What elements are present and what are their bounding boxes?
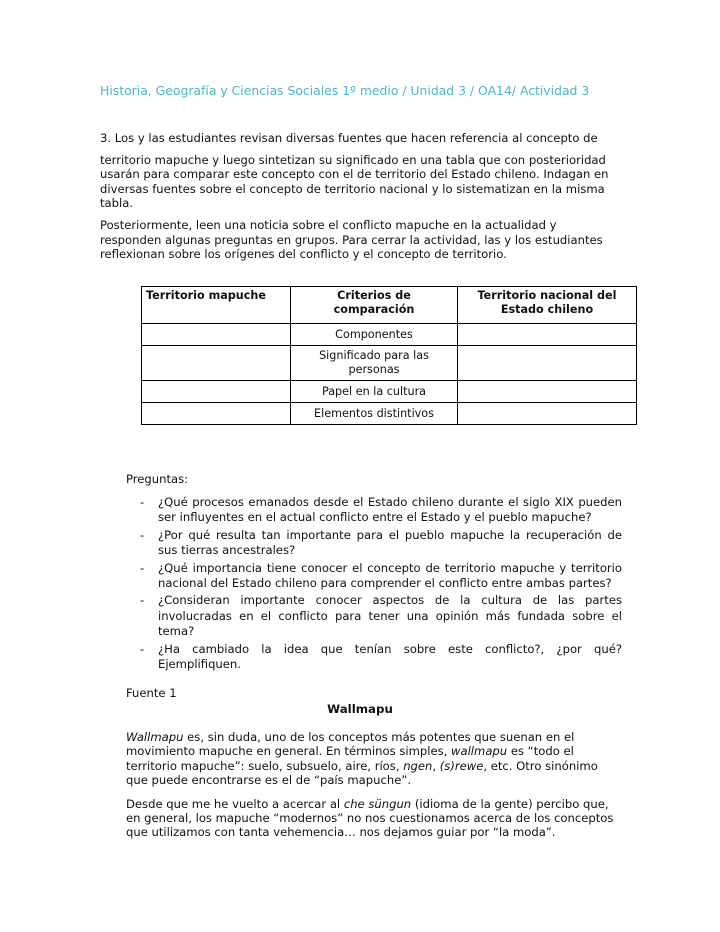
- dash-bullet-icon: -: [140, 527, 145, 542]
- questions-list: [140, 495, 622, 674]
- list-item: [140, 528, 622, 559]
- table-row: [142, 381, 637, 403]
- source-title: Wallmapu: [327, 702, 393, 716]
- list-item: [140, 561, 622, 592]
- header-criterios: Criterios de comparación: [291, 287, 458, 324]
- intro-paragraph-1: territorio mapuche y luego sintetizan su significado en una tabla que con posterioridad usarán para comparar este concepto con el de territorio del Estado chileno. Indagan en diversas fuentes sobre el concepto de territorio nacional y lo sistematizan en la misma tabla.: [100, 152, 609, 211]
- dash-bullet-icon: -: [140, 560, 145, 575]
- comparison-table: [141, 286, 637, 425]
- intro-paragraph-2: Posteriormente, leen una noticia sobre el conflicto mapuche en la actualidad y responden algunas preguntas en grupos. Para cerrar la actividad, las y los estudiantes reflexionan sobre los orígenes del conflicto y el concepto de territorio.: [100, 217, 603, 262]
- question-text: ¿Qué procesos emanados desde el Estado chileno durante el siglo XIX pueden ser influyentes en el actual conflicto entre el Estado y el pueblo mapuche?: [158, 495, 622, 525]
- criterion-cell: Elementos distintivos: [291, 403, 458, 425]
- dash-bullet-icon: -: [140, 641, 145, 656]
- term-wallmapu: wallmapu: [451, 744, 508, 759]
- table-cell-empty: [142, 403, 291, 425]
- activity-description: [100, 131, 620, 262]
- table-cell-empty: [458, 346, 637, 381]
- term-che-sungun: che süngun: [343, 796, 412, 811]
- table-row: [142, 324, 637, 346]
- list-item: [140, 642, 622, 673]
- table-row: [142, 346, 637, 381]
- list-item: [140, 495, 622, 526]
- criterion-cell: Significado para las personas: [291, 346, 458, 381]
- dash-bullet-icon: -: [140, 593, 145, 608]
- table-cell-empty: [142, 346, 291, 381]
- table-row: [142, 403, 637, 425]
- document-header: Historia, Geografía y Ciencias Sociales 1º medio / Unidad 3 / OA14/ Actividad 3: [100, 83, 590, 98]
- source-text: [126, 730, 620, 849]
- header-territorio-mapuche: Territorio mapuche: [142, 287, 291, 324]
- source-text-segment: ,: [432, 758, 440, 773]
- term-srewe: (s)rewe: [439, 758, 484, 773]
- question-text: ¿Consideran importante conocer aspectos de la cultura de las partes involucradas en el conflicto para tener una opinión más fundada sobre el tema?: [158, 593, 622, 639]
- source-text-segment: es, sin duda, uno de los conceptos más potentes que suenan en el movimiento mapuche en general. En términos simples,: [126, 730, 575, 759]
- source-text-segment: , etc. Otro sinónimo que puede encontrarse es el de “país mapuche”.: [126, 758, 598, 788]
- table-cell-empty: [458, 403, 637, 425]
- list-item: [140, 593, 622, 639]
- questions-title: Preguntas:: [126, 472, 189, 486]
- question-text: ¿Por qué resulta tan importante para el pueblo mapuche la recuperación de sus tierras ancestrales?: [158, 527, 622, 558]
- term-wallmapu: Wallmapu: [126, 730, 184, 744]
- source-text-segment: Desde que me he vuelto a acercar al: [126, 796, 344, 811]
- table-cell-empty: [458, 324, 637, 346]
- dash-bullet-icon: -: [140, 495, 145, 509]
- source-label: Fuente 1: [126, 686, 177, 700]
- source-text-segment: es “todo el territorio mapuche”: suelo, subsuelo, aire, ríos,: [126, 744, 574, 773]
- question-text: ¿Qué importancia tiene conocer el concepto de territorio mapuche y territorio nacional del Estado chileno para comprender el conflicto entre ambas partes?: [158, 560, 622, 591]
- table-cell-empty: [142, 324, 291, 346]
- table-cell-empty: [142, 381, 291, 403]
- term-ngen: ngen: [403, 758, 433, 773]
- source-paragraph-1: [126, 730, 620, 788]
- source-text-segment: (idioma de la gente) percibo que, en general, los mapuche “modernos” no nos cuestionamos acerca de los conceptos que utilizamos con tanta vehemencia… nos dejamos guiar por “la moda”.: [126, 796, 614, 840]
- source-paragraph-2: [126, 797, 620, 840]
- table-cell-empty: [458, 381, 637, 403]
- intro-first-line: 3. Los y las estudiantes revisan diversas fuentes que hacen referencia al concepto de: [100, 131, 598, 145]
- criterion-cell: Componentes: [291, 324, 458, 346]
- table-header-row: [142, 287, 637, 324]
- question-text: ¿Ha cambiado la idea que tenían sobre este conflicto?, ¿por qué? Ejemplifiquen.: [158, 641, 622, 672]
- header-territorio-nacional: Territorio nacional del Estado chileno: [458, 287, 637, 324]
- criterion-cell: Papel en la cultura: [291, 381, 458, 403]
